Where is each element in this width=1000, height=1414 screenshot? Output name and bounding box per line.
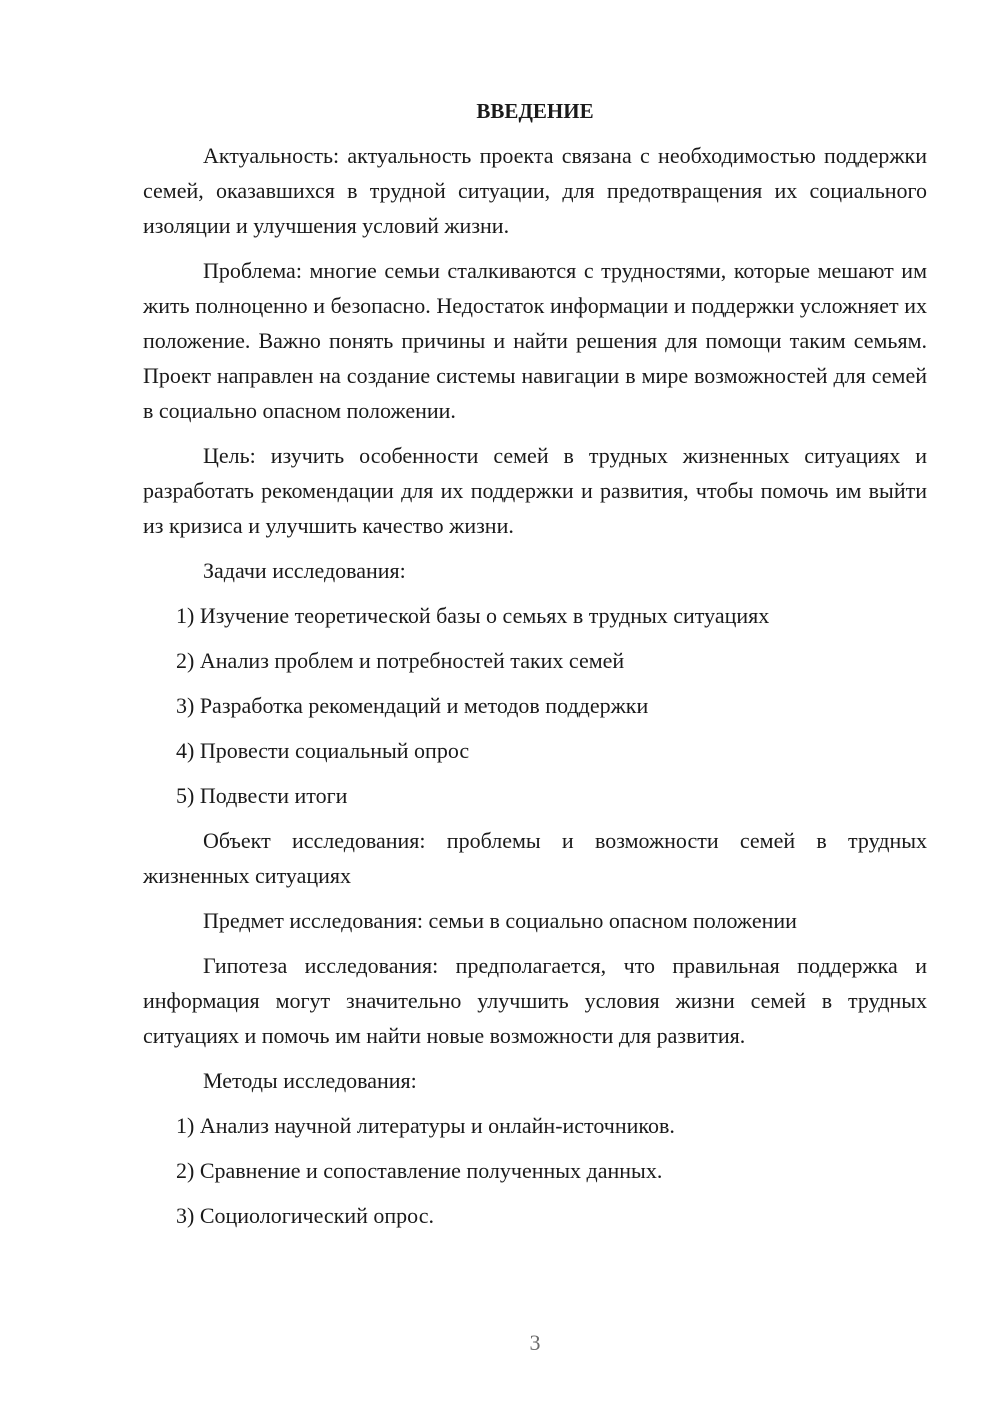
tasks-heading: Задачи исследования: [203,558,406,583]
methods-heading: Методы исследования: [203,1068,417,1093]
task-item: 3) Разработка рекомендаций и методов поддержки [176,693,649,718]
subject-paragraph: Предмет исследования: семьи в социально опасном положении [203,908,797,933]
task-item: 2) Анализ проблем и потребностей таких семей [176,648,625,673]
page-number: 3 [529,1330,541,1355]
task-item: 1) Изучение теоретической базы о семьях в трудных ситуациях [176,603,770,628]
page-title: ВВЕДЕНИЕ [476,99,594,123]
method-item: 3) Социологический опрос. [176,1203,434,1228]
hypothesis-paragraph: Гипотеза исследования: предполагается, что правильная поддержка и информация могут значительно улучшить условия жизни семей в трудных ситуациях и помочь им найти новые возможности для развития. [143,953,927,1048]
object-paragraph: Объект исследования: проблемы и возможности семей в трудных жизненных ситуациях [143,828,927,888]
relevance-paragraph: Актуальность: актуальность проекта связана с необходимостью поддержки семей, оказавшихся в трудной ситуации, для предотвращения их социального изоляции и улучшения условий жизни. [143,143,927,238]
page-content [143,96,927,1243]
task-item: 4) Провести социальный опрос [176,738,470,763]
task-item: 5) Подвести итоги [176,783,348,808]
problem-paragraph: Проблема: многие семьи сталкиваются с трудностями, которые мешают им жить полноценно и безопасно. Недостаток информации и поддержки усложняет их положение. Важно понять причины и найти решения для помощи таким семьям. Проект направлен на создание системы навигации в мире возможностей для семей в социально опасном положении. [143,258,927,423]
method-item: 2) Сравнение и сопоставление полученных данных. [176,1158,663,1183]
method-item: 1) Анализ научной литературы и онлайн-источников. [176,1113,675,1138]
goal-paragraph: Цель: изучить особенности семей в трудных жизненных ситуациях и разработать рекомендации для их поддержки и развития, чтобы помочь им выйти из кризиса и улучшить качество жизни. [143,443,927,538]
methods-list [143,1108,927,1233]
tasks-list [143,598,927,813]
